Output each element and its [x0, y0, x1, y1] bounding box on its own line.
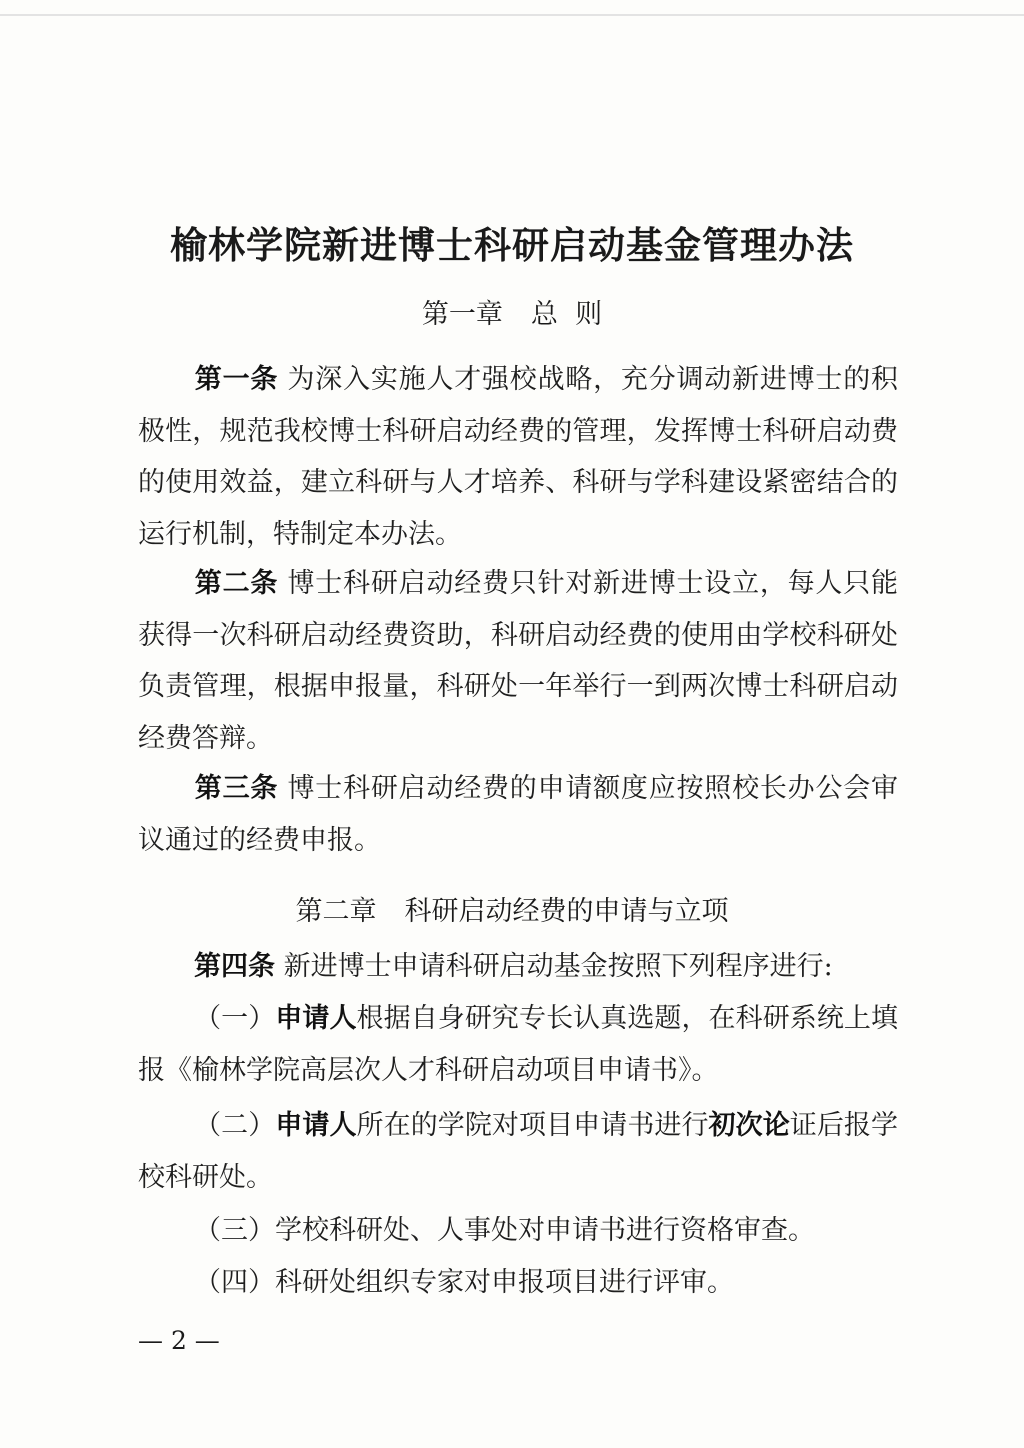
chapter-1-label: 第一章: [421, 299, 503, 330]
article-2: [138, 558, 898, 764]
item-2-number: （二）: [194, 1110, 276, 1141]
item-2-text-1: 所在的学院对项目申请书进行: [356, 1110, 709, 1141]
document-title: 榆林学院新进博士科研启动基金管理办法: [170, 223, 854, 267]
article-1-label: 第一条: [194, 364, 279, 395]
procedure-item-2: [138, 1100, 898, 1203]
chapter-1-name: 总 则: [530, 299, 603, 330]
procedure-item-3: [138, 1205, 898, 1257]
article-2-text: 博士科研启动经费只针对新进博士设立，每人只能获得一次科研启动经费资助，科研启动经费的使用由学校科研处负责管理，根据申报量，科研处一年举行一到两次博士科研启动经费答辩。: [138, 568, 898, 754]
item-3-text: 学校科研处、人事处对申请书进行资格审查。: [275, 1215, 815, 1246]
article-3-text: 博士科研启动经费的申请额度应按照校长办公会审议通过的经费申报。: [138, 773, 898, 856]
procedure-item-1: [138, 993, 898, 1096]
article-4-text: 新进博士申请科研启动基金按照下列程序进行:: [283, 951, 833, 982]
item-2-bold-1: 申请人: [275, 1110, 357, 1141]
item-2-text-2: 证后报学校科研处。: [138, 1110, 899, 1193]
procedure-item-4: [138, 1257, 898, 1309]
item-2-bold-2: 初次论: [708, 1110, 790, 1141]
article-2-label: 第二条: [194, 568, 279, 599]
chapter-2-heading: [0, 889, 1024, 928]
article-3: [138, 763, 898, 866]
page-number: — 2 —: [138, 1326, 220, 1355]
item-3-number: （三）: [194, 1215, 275, 1246]
item-1-text: 根据自身研究专长认真选题，在科研系统上填报《榆林学院高层次人才科研启动项目申请书》。: [138, 1003, 899, 1086]
item-1-bold: 申请人: [275, 1003, 357, 1034]
article-1-text: 为深入实施人才强校战略，充分调动新进博士的积极性，规范我校博士科研启动经费的管理，发挥博士科研启动费的使用效益，建立科研与人才培养、科研与学科建设紧密结合的运行机制，特制定本办法。: [138, 364, 898, 550]
item-4-text: 科研处组织专家对申报项目进行评审。: [275, 1267, 734, 1298]
chapter-2-label: 第二章: [295, 896, 377, 927]
article-4: [138, 941, 898, 993]
item-1-number: （一）: [194, 1003, 276, 1034]
article-4-label: 第四条: [194, 951, 275, 982]
chapter-1-heading: [0, 292, 1024, 331]
article-1: [138, 354, 898, 560]
chapter-2-name: 科研启动经费的申请与立项: [404, 896, 729, 927]
item-4-number: （四）: [194, 1267, 275, 1298]
article-3-label: 第三条: [194, 773, 279, 804]
scan-edge-line: [0, 14, 1024, 16]
